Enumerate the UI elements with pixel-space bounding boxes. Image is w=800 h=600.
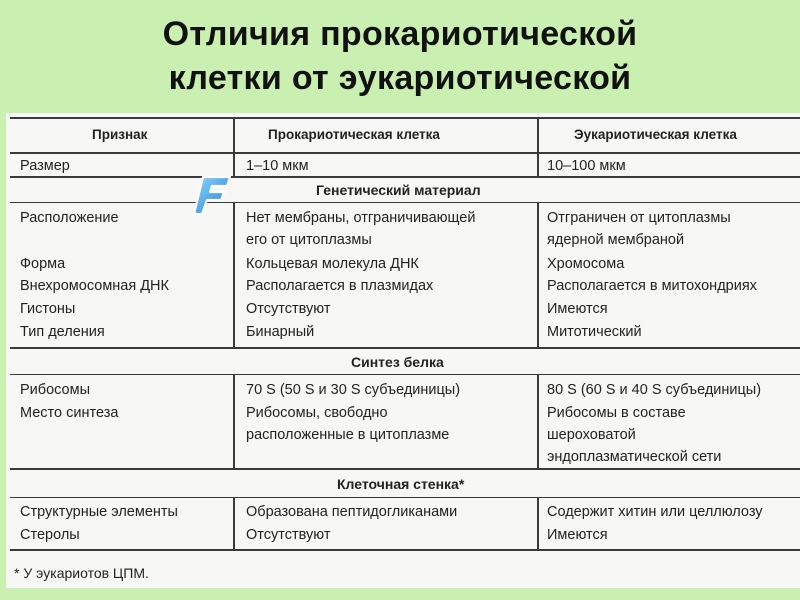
row-eukaryotic: Располагается в митохондриях [547, 278, 757, 294]
section-end-protein [10, 468, 800, 470]
row-prokaryotic: Бинарный [246, 324, 315, 340]
row-eukaryotic: Хромосома [547, 256, 625, 272]
row-feature: Расположение [20, 210, 119, 226]
row-feature: Стеролы [20, 527, 80, 543]
row-feature: Внехромосомная ДНК [20, 278, 169, 294]
col-divider-2-protein [537, 374, 539, 469]
row-eukaryotic: Содержит хитин или целлюлозу [547, 504, 763, 520]
section-title-wall: Клеточная стенка* [337, 476, 465, 492]
size-feature: Размер [20, 158, 70, 174]
section-rule-protein [10, 374, 800, 375]
row-feature: Тип деления [20, 324, 105, 340]
col-divider-1-head [233, 117, 235, 178]
row-eukaryotic: Отграничен от цитоплазмы ядерной мембраной [547, 210, 731, 248]
size-prokaryotic: 1–10 мкм [246, 158, 309, 174]
row-feature: Структурные элементы [20, 504, 178, 520]
col-divider-1-wall [233, 497, 235, 550]
f-logo-icon [194, 173, 232, 217]
col-divider-1-protein [233, 374, 235, 469]
table-top-rule [10, 117, 800, 119]
row-eukaryotic: Митотический [547, 324, 642, 340]
row-prokaryotic: Располагается в плазмидах [246, 278, 434, 294]
col-divider-2-wall [537, 497, 539, 550]
table-bottom-rule [10, 549, 800, 551]
col-divider-1-genetic [233, 202, 235, 348]
row-prokaryotic: 70 S (50 S и 30 S субъединицы) [246, 382, 461, 398]
row-feature: Гистоны [20, 301, 76, 317]
header-feature: Признак [92, 127, 148, 142]
section-rule-genetic [10, 202, 800, 203]
section-rule-wall [10, 497, 800, 498]
size-row-rule [10, 176, 800, 178]
row-prokaryotic: Образована пептидогликанами [246, 504, 458, 520]
header-eukaryotic: Эукариотическая клетка [574, 127, 737, 142]
row-eukaryotic: Рибосомы в составе шероховатой эндоплазматической сети [547, 405, 722, 465]
row-prokaryotic: Кольцевая молекула ДНК [246, 256, 419, 272]
row-prokaryotic: Отсутствуют [246, 301, 331, 317]
row-prokaryotic: Рибосомы, свободно расположенные в цитоплазме [246, 405, 450, 443]
row-prokaryotic: Отсутствуют [246, 527, 331, 543]
col-divider-2-head [537, 117, 539, 178]
row-feature: Место синтеза [20, 405, 119, 421]
row-eukaryotic: 80 S (60 S и 40 S субъединицы) [547, 382, 762, 398]
title-line-1: Отличия прокариотической [162, 15, 638, 53]
table-footnote: * У эукариотов ЦПМ. [14, 565, 149, 581]
section-title-genetic: Генетический материал [316, 182, 481, 198]
comparison-table [6, 113, 800, 588]
row-eukaryotic: Имеются [547, 527, 608, 543]
row-feature: Рибосомы [20, 382, 91, 398]
header-rule [10, 152, 800, 154]
section-end-genetic [10, 347, 800, 349]
row-eukaryotic: Имеются [547, 301, 608, 317]
row-feature: Форма [20, 256, 66, 272]
slide-title [0, 0, 800, 112]
size-eukaryotic: 10–100 мкм [547, 158, 626, 174]
title-line-2: клетки от эукариотической [168, 59, 632, 97]
header-prokaryotic: Прокариотическая клетка [268, 127, 440, 142]
section-title-protein: Синтез белка [351, 354, 444, 370]
row-prokaryotic: Нет мембраны, отграничивающей его от цитоплазмы [246, 210, 476, 248]
col-divider-2-genetic [537, 202, 539, 348]
